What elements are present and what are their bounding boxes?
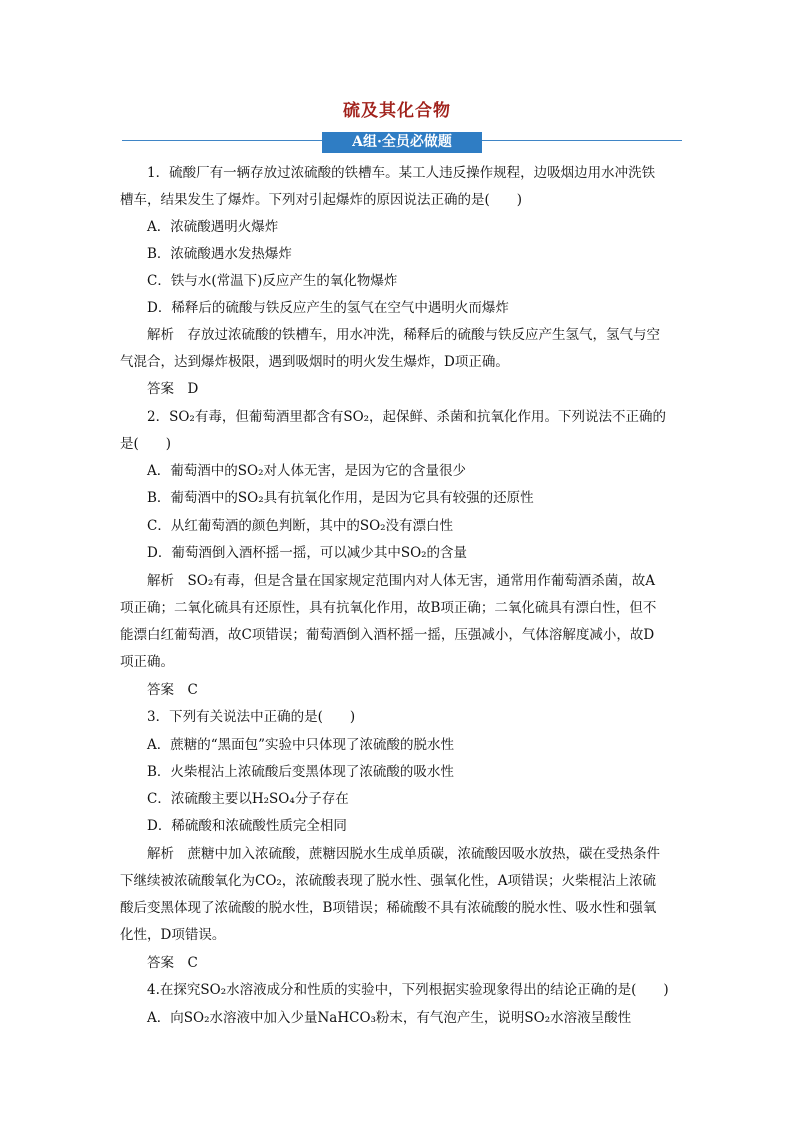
option-3d: D．稀硫酸和浓硫酸性质完全相同 (147, 818, 347, 834)
analysis-2-line-3: 能漂白红葡萄酒，故C项错误；葡萄酒倒入酒杯摇一摇，压强减小，气体溶解度减小，故D (120, 627, 655, 643)
question-1-line-2: 槽车，结果发生了爆炸。下列对引起爆炸的原因说法正确的是( ) (120, 192, 523, 208)
option-1c: C．铁与水(常温下)反应产生的氧化物爆炸 (147, 273, 398, 289)
option-3c: C．浓硫酸主要以H₂SO₄分子存在 (147, 791, 349, 807)
analysis-2-line-1: 解析 SO₂有毒，但是含量在国家规定范围内对人体无害，通常用作葡萄酒杀菌，故A (147, 573, 655, 589)
answer-3: 答案 C (147, 955, 198, 971)
answer-1: 答案 D (147, 381, 199, 397)
analysis-3-line-4: 化性，D项错误。 (120, 927, 226, 943)
analysis-3-line-1: 解析 蔗糖中加入浓硫酸，蔗糖因脱水生成单质碳，浓硫酸因吸水放热，碳在受热条件 (147, 846, 660, 862)
question-3: 3．下列有关说法中正确的是( ) (147, 709, 356, 725)
option-2a: A．葡萄酒中的SO₂对人体无害，是因为它的含量很少 (147, 463, 466, 479)
analysis-3-line-2: 下继续被浓硫酸氧化为CO₂，浓硫酸表现了脱水性、强氧化性，A项错误；火柴棍沾上浓硫 (120, 873, 657, 889)
analysis-1-line-2: 气混合，达到爆炸极限，遇到吸烟时的明火发生爆炸，D项正确。 (120, 354, 509, 370)
option-1a: A．浓硫酸遇明火爆炸 (147, 219, 279, 235)
analysis-2-line-2: 项正确；二氧化硫具有还原性，具有抗氧化作用，故B项正确；二氧化硫具有漂白性，但不 (120, 600, 657, 616)
page-title: 硫及其化合物 (343, 101, 451, 121)
answer-2: 答案 C (147, 682, 198, 698)
option-4a: A．向SO₂水溶液中加入少量NaHCO₃粉末，有气泡产生，说明SO₂水溶液呈酸性 (147, 1010, 632, 1026)
question-4: 4.在探究SO₂水溶液成分和性质的实验中，下列根据实验现象得出的结论正确的是( ) (147, 982, 669, 998)
option-1d: D．稀释后的硫酸与铁反应产生的氢气在空气中遇明火而爆炸 (147, 300, 509, 316)
section-banner: A组·全员必做题 (322, 132, 482, 153)
analysis-2-line-4: 项正确。 (120, 654, 174, 670)
question-2-line-1: 2．SO₂有毒，但葡萄酒里都含有SO₂，起保鲜、杀菌和抗氧化作用。下列说法不正确的 (147, 409, 667, 425)
option-2b: B．葡萄酒中的SO₂具有抗氧化作用，是因为它具有较强的还原性 (147, 490, 534, 506)
option-1b: B．浓硫酸遇水发热爆炸 (147, 246, 292, 262)
option-3b: B．火柴棍沾上浓硫酸后变黑体现了浓硫酸的吸水性 (147, 764, 454, 780)
analysis-1-line-1: 解析 存放过浓硫酸的铁槽车，用水冲洗，稀释后的硫酸与铁反应产生氢气，氢气与空 (147, 327, 660, 343)
analysis-3-line-3: 酸后变黑体现了浓硫酸的脱水性，B项错误；稀硫酸不具有浓硫酸的脱水性、吸水性和强氧 (120, 900, 657, 916)
option-2d: D．葡萄酒倒入酒杯摇一摇，可以减少其中SO₂的含量 (147, 545, 468, 561)
question-2-line-2: 是( ) (120, 436, 172, 452)
option-3a: A．蔗糖的“黑面包”实验中只体现了浓硫酸的脱水性 (147, 737, 455, 753)
option-2c: C．从红葡萄酒的颜色判断，其中的SO₂没有漂白性 (147, 518, 454, 534)
question-1-line-1: 1．硫酸厂有一辆存放过浓硫酸的铁槽车。某工人违反操作规程，边吸烟边用水冲洗铁 (147, 165, 656, 181)
